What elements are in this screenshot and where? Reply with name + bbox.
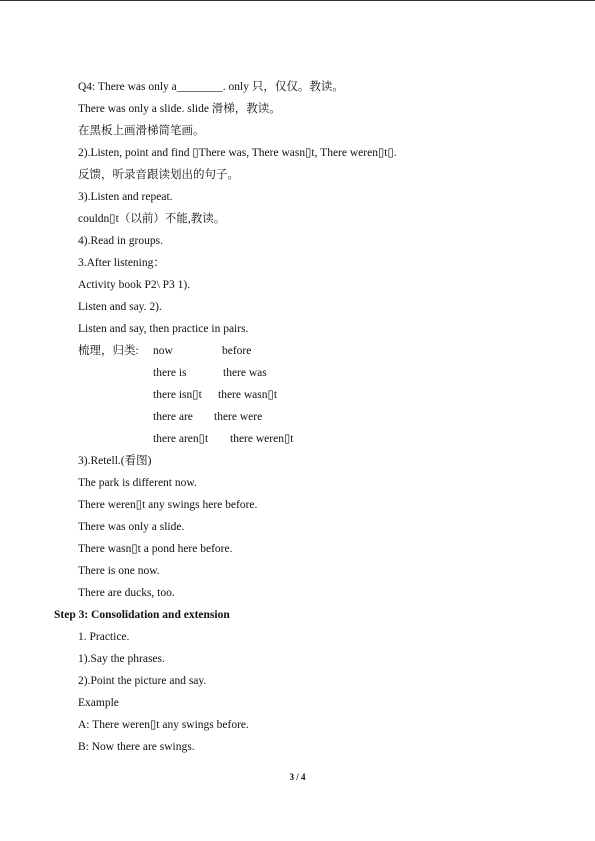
text-line: 1. Practice. bbox=[78, 631, 130, 643]
text-line: A: There weren▯t any swings before. bbox=[78, 719, 249, 731]
summary-before: there weren▯t bbox=[230, 433, 294, 445]
summary-before: there was bbox=[223, 367, 267, 379]
text-line: 2).Listen, point and find ▯There was, There wasn▯t, There weren▯t▯. bbox=[78, 147, 397, 159]
text-line: Activity book P2\ P3 1). bbox=[78, 279, 191, 291]
text-line: Q4: There was only a________. only 只，仅仅。教读。 bbox=[78, 81, 344, 93]
text-line: 反馈，听录音跟读划出的句子。 bbox=[78, 169, 239, 181]
text-line: There wasn▯t a pond here before. bbox=[78, 543, 233, 555]
text-line: 在黑板上画滑梯简笔画。 bbox=[78, 125, 205, 137]
text-line: There weren▯t any swings here before. bbox=[78, 499, 258, 511]
text-line: Example bbox=[78, 697, 119, 709]
text-line: There is one now. bbox=[78, 565, 160, 577]
text-line: couldn▯t（以前）不能,教读。 bbox=[78, 213, 226, 225]
text-line: 2).Point the picture and say. bbox=[78, 675, 207, 687]
text-line: 3.After listening： bbox=[78, 257, 165, 269]
text-line: 1).Say the phrases. bbox=[78, 653, 165, 665]
top-rule bbox=[0, 0, 595, 1]
page-number: 3 / 4 bbox=[289, 772, 306, 782]
text-line: There was only a slide. bbox=[78, 521, 185, 533]
summary-label: 梳理，归类: bbox=[78, 345, 139, 357]
text-line: B: Now there are swings. bbox=[78, 741, 195, 753]
text-line: Listen and say. 2). bbox=[78, 301, 162, 313]
summary-now: there are bbox=[153, 411, 193, 423]
step3-heading: Step 3: Consolidation and extension bbox=[54, 609, 230, 621]
summary-before: before bbox=[222, 345, 252, 357]
text-line: There was only a slide. slide 滑梯，教读。 bbox=[78, 103, 281, 115]
text-line: 3).Listen and repeat. bbox=[78, 191, 173, 203]
summary-before: there were bbox=[214, 411, 263, 423]
summary-now: there isn▯t bbox=[153, 389, 202, 401]
text-line: There are ducks, too. bbox=[78, 587, 175, 599]
summary-now: there aren▯t bbox=[153, 433, 209, 445]
text-line: 3).Retell.(看图) bbox=[78, 455, 152, 467]
text-line: Listen and say, then practice in pairs. bbox=[78, 323, 249, 335]
text-line: The park is different now. bbox=[78, 477, 197, 489]
summary-now: now bbox=[153, 345, 173, 357]
text-line: 4).Read in groups. bbox=[78, 235, 163, 247]
summary-before: there wasn▯t bbox=[218, 389, 278, 401]
summary-now: there is bbox=[153, 367, 187, 379]
